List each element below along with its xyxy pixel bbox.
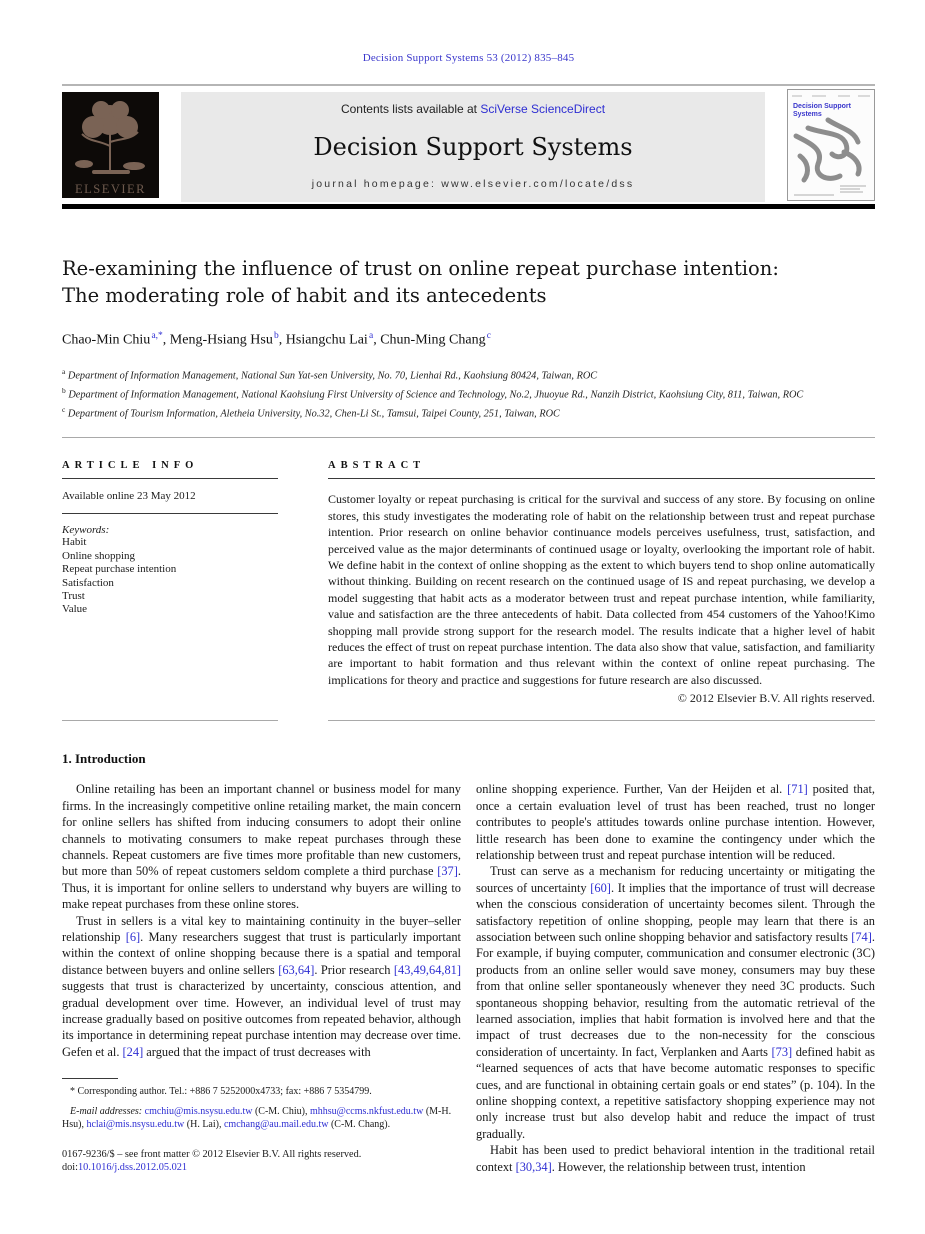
doi-link[interactable]: 10.1016/j.dss.2012.05.021 <box>78 1162 188 1174</box>
keywords-list <box>62 536 278 616</box>
journal-citation: Decision Support Systems 53 (2012) 835–845 <box>362 52 575 64</box>
article-info-heading: ARTICLE INFO <box>62 460 199 472</box>
keyword: Online shopping <box>62 549 136 562</box>
body-paragraph: Trust in sellers is a vital key to maintaining continuity in the buyer–seller relationship [6]. Many researchers suggest that trust is particularly important within the context of online shopping because there is a spatial and temporal distance between buyers and online sellers [63,64]. Prior research [43,49,64,81] suggests that trust is characterized by uncertainty, conscious attention, and gradual development over time. However, an individual level of trust may increase gradually based on positive outcomes from repeated behavior, although its importance in determining repeat purchase intention may decrease over time. Gefen et al. [24] argued that the impact of trust decreases with <box>62 913 461 1059</box>
body-paragraph: Trust can serve as a mechanism for reducing uncertainty or mitigating the sources of uncertainty [60]. It implies that the importance of trust will decrease when the conscious consideration of uncertainty becomes silent. Through the satisfactory repetition of online shopping, people may learn that there is an association between such online shopping behavior and satisfactory results [74]. For example, if buying computer, communication and consumer electronic (3C) products from an online seller would save money, consumers may buy these from that online seller spontaneously whenever they need 3C products. Such spontaneous shopping behavior, resulting from the automatic retrieval of the learned association, implies that habit formation is involved here and that the impact of trust decreases due to the non-necessity for the conscious consideration of uncertainty. In fact, Verplanken and Aarts [73] defined habit as “learned sequences of acts that have become automatic responses to specific cues, and are functional in obtaining certain goals or end states” (p. 104). In the online shopping context, a repetitive satisfactory shopping experience may not only increase trust but also develop habit and reduce the impact of trust gradually. <box>476 864 876 1141</box>
author-affiliation-mark[interactable]: a <box>368 331 374 341</box>
doi-label: doi: <box>62 1162 79 1174</box>
abstract-heading-rule <box>328 478 875 479</box>
keyword: Satisfaction <box>62 576 114 589</box>
journal-cover-title: Decision Support Systems <box>793 103 851 118</box>
article-info-column <box>62 438 278 721</box>
email-owner: (C-M. Chang). <box>328 1118 391 1130</box>
journal-homepage-line[interactable]: journal homepage: www.elsevier.com/locate/dss <box>311 178 635 190</box>
contents-list-line <box>341 102 605 116</box>
doi-line <box>62 1161 461 1175</box>
email-owner: (C-M. Chiu), <box>252 1106 310 1117</box>
keyword: Habit <box>62 536 87 549</box>
abstract-column <box>328 438 875 721</box>
keyword: Repeat purchase intention <box>62 563 177 576</box>
affiliation-mark: c <box>62 404 66 414</box>
abstract-text: Customer loyalty or repeat purchasing is critical for the survival and success of any store. By focusing on online stores, this study investigates the moderating role of habit on the relationship between trust and repeat purchase intention. Prior research on online behavior continuance models perceives usefulness, trust, satisfaction, and perceived value as the major determinants of continued usage or loyalty, overlooking the important role of habit. We define habit in the context of online shopping as the extent to which buyers tend to shop online automatically without thinking. Building on recent research on the continued usage of IS and repeat purchasing, we develop a model suggesting that habit acts as a moderator between trust and repeat purchase intention, while familiarity, value and satisfaction are the three antecedents of habit. Data collected from 454 customers of the Yahoo!Kimo shopping mall provide strong support for the research model. The results indicate that a higher level of habit reduces the effect of trust on repeat purchase intention. The data also show that value, satisfaction, and familiarity are important to habit formation and thus relevant within the context of online repeat purchasing. The implications for theory and practice and suggestions for future research are also discussed. <box>328 492 875 687</box>
body-paragraph: online shopping experience. Further, Van der Heijden et al. [71] posited that, once a certain evaluation level of trust has been reached, trust no longer contributes to people's attitudes towards online purchase intention. However, little research has been done to examine the contingency under which the relationship between trust and repeat purchase intention will be reduced. <box>476 782 876 862</box>
available-online-date: Available online 23 May 2012 <box>62 490 196 503</box>
author-name: Chun-Ming Chang <box>380 332 486 348</box>
copyright-footer <box>62 1148 461 1175</box>
email-link[interactable]: cmchang@au.mail.edu.tw <box>223 1118 329 1130</box>
journal-cover <box>787 89 875 201</box>
sciverse-sciencedirect-link[interactable]: SciVerse ScienceDirect <box>480 102 606 116</box>
email-owner: (H. Lai), <box>184 1118 224 1130</box>
section-heading-introduction: 1. Introduction <box>62 751 146 767</box>
elsevier-tree-icon <box>68 94 153 180</box>
column-gap <box>278 438 328 721</box>
author-separator: , <box>373 332 381 348</box>
abstract-copyright: © 2012 Elsevier B.V. All rights reserved. <box>677 691 875 706</box>
author-affiliation-mark[interactable]: a,* <box>151 331 163 341</box>
elsevier-logo-text: ELSEVIER <box>74 182 147 196</box>
affiliation-text: Department of Information Management, National Kaohsiung First University of Science and Technology, No.2, Jhuoyue Rd., Nanzih District, Kaohsiung City, 811, Taiwan, ROC <box>65 389 804 400</box>
body-right-column <box>476 781 875 1175</box>
corresponding-author-text: * Corresponding author. Tel.: +886 7 5252000x4733; fax: +886 7 5354799. <box>70 1086 372 1098</box>
affiliation <box>62 365 875 384</box>
affiliation-list <box>62 365 875 422</box>
body-paragraph: Habit has been used to predict behavioral intention in the traditional retail context [30,34]. However, the relationship between trust, intention <box>476 1143 875 1174</box>
affiliation-text: Department of Information Management, National Sun Yat-sen University, No. 70, Lienhai Rd., Kaohsiung 80424, Taiwan, ROC <box>65 370 598 382</box>
author-list <box>62 331 875 349</box>
author-affiliation-mark[interactable]: c <box>486 331 491 341</box>
email-owner: (M-H. Hsu), <box>62 1106 452 1130</box>
contents-prefix: Contents lists available at <box>340 102 481 116</box>
article-info-heading-rule <box>62 478 278 479</box>
body-columns <box>62 781 875 1175</box>
journal-banner <box>181 92 765 202</box>
keyword: Trust <box>62 590 85 603</box>
author-name: Chao-Min Chiu <box>62 332 151 348</box>
abstract-heading: ABSTRACT <box>328 460 426 472</box>
affiliation-text: Department of Tourism Information, Aletheia University, No.32, Chen-Li St., Tamsui, Taipei County, 251, Taiwan, ROC <box>65 407 560 419</box>
article-title <box>62 255 875 309</box>
affiliation-mark: a <box>62 366 66 376</box>
masthead-black-bar <box>62 204 875 209</box>
affiliation <box>62 384 875 403</box>
author-affiliation-mark[interactable]: b <box>274 331 279 341</box>
email-link[interactable]: cmchiu@mis.nsysu.edu.tw <box>144 1106 253 1117</box>
email-addresses-label: E-mail addresses: <box>70 1106 145 1117</box>
author-name: Meng-Hsiang Hsu <box>169 332 273 348</box>
elsevier-logo <box>62 92 159 198</box>
keywords-label: Keywords: <box>62 524 110 537</box>
keyword: Value <box>62 603 88 616</box>
masthead-top-rule <box>62 84 875 86</box>
author-separator: , <box>162 332 170 348</box>
body-paragraph: Online retailing has been an important channel or business model for many firms. In the increasingly competitive online retailing market, the main concern for online sellers has shifted from inducing consumers to adopt their online channels to motivating consumers to make repeat purchases through these channels. Repeat customers are five times more profitable than new customers, but more than 50% of repeat customers seldom complete a third purchase [37]. Thus, it is important for online sellers to understand why buyers are willing to make repeat purchases from these online stores. <box>62 782 461 912</box>
masthead <box>62 92 875 202</box>
issn-line: 0167-9236/$ – see front matter © 2012 Elsevier B.V. All rights reserved. <box>62 1148 362 1160</box>
email-link[interactable]: mhhsu@ccms.nkfust.edu.tw <box>309 1106 424 1117</box>
article-title-line2: The moderating role of habit and its antecedents <box>62 284 547 307</box>
footnote-block <box>62 1078 461 1131</box>
author-separator: , <box>278 332 286 348</box>
affiliation-mark: b <box>62 385 66 395</box>
email-link[interactable]: hclai@mis.nsysu.edu.tw <box>86 1118 185 1130</box>
info-abstract-section <box>62 438 875 721</box>
article-title-line1: Re-examining the influence of trust on online repeat purchase intention: <box>62 257 779 280</box>
corresponding-author-note <box>62 1086 461 1099</box>
email-addresses-note <box>62 1106 461 1132</box>
body-left-column <box>62 781 461 1175</box>
author-name: Hsiangchu Lai <box>285 332 368 348</box>
journal-name: Decision Support Systems <box>313 133 633 161</box>
affiliation <box>62 403 875 422</box>
article-info-divider-rule <box>62 513 278 514</box>
footnote-rule <box>62 1078 118 1079</box>
